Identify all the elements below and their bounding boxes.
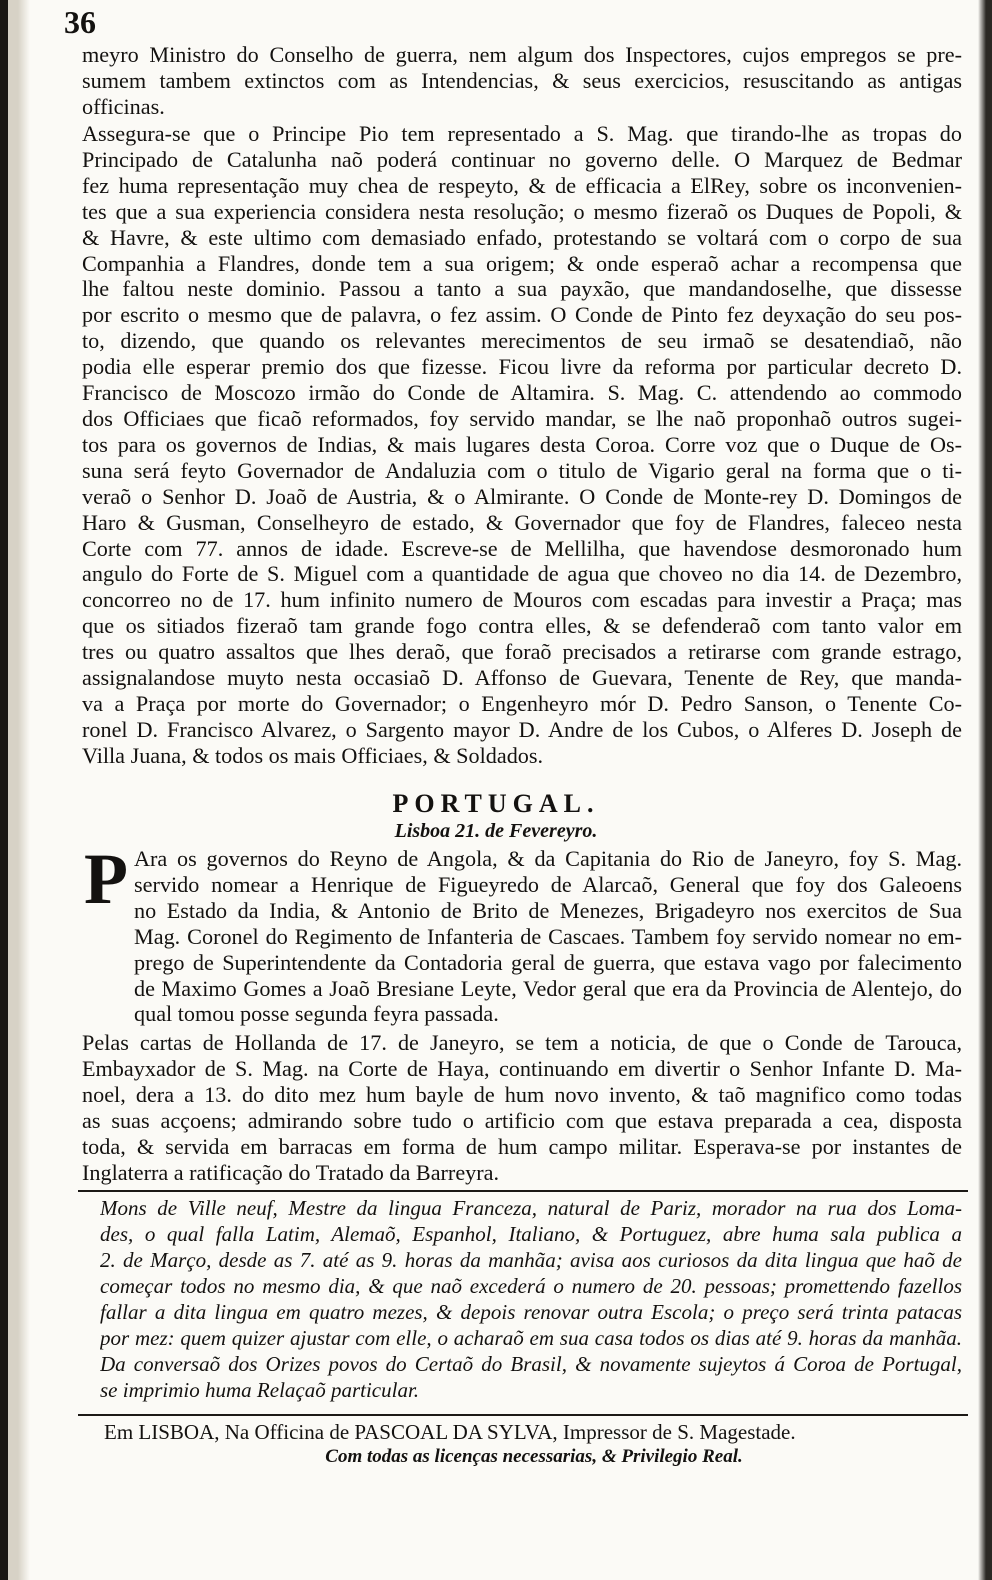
text-line: qual tomou posse segunda feyra passada. (134, 1001, 499, 1027)
text-line: Companhia a Flandres, donde tem a sua origem; & onde esperaõ achar a recompensa que (82, 250, 962, 276)
text-line: tes que a sua experiencia considera nesta resolução; o mesmo fizeraõ os Duques de Popoli, & (82, 198, 962, 224)
text-line: as suas acçoens; admirando sobre tudo o artificio com que estava preparada a cea, disposta (82, 1107, 962, 1133)
text-line: 2. de Março, desde as 7. até as 9. horas da manhãa; avisa aos curiosos da dita lingua que haõ de (100, 1248, 962, 1272)
text-line: fallar a dita lingua em quatro mezes, & depois renovar outra Escola; o preço será trinta patacas (100, 1300, 962, 1324)
text-line: Pelas cartas de Hollanda de 17. de Janeyro, se tem a noticia, de que o Conde de Tarouca, (82, 1030, 962, 1055)
imprint-licences: Com todas as licenças necessarias, & Privilegio Real. (325, 1446, 743, 1467)
text-line: que os sitiados fizeraõ tam grande fogo contra elles, & se defenderaõ com tanto valor em (82, 613, 962, 639)
paragraph-spain-news (82, 121, 962, 769)
paragraph-council (82, 42, 962, 120)
text-line: podia elle esperar premio dos que fizesse. Ficou livre da reforma por particular decreto D. (82, 354, 962, 380)
text-line: des, o qual falla Latim, Alemaõ, Espanhol, Italiano, & Portuguez, abre huma sala publica a (100, 1222, 962, 1246)
paragraph-holland-news (82, 1030, 962, 1185)
text-line: de Maximo Gomes a Joaõ Bresiane Leyte, Vedor geral que era da Provincia de Alentejo, do (134, 975, 962, 1001)
text-line: veraõ o Senhor D. Joaõ de Austria, & o Almirante. O Conde de Monte-rey D. Domingos de (82, 483, 962, 509)
text-line: angulo do Forte de S. Miguel com a quantidade de agua que choveo no dia 14. de Dezembro, (82, 561, 962, 587)
text-line: assignalandose muyto nesta occasiaõ D. Affonso de Guevara, Tenente de Rey, que manda- (82, 665, 962, 691)
text-line: Principado de Catalunha naõ poderá continuar no governo delle. O Marquez de Bedmar (82, 146, 962, 172)
text-line: to, dizendo, que quando os relevantes merecimentos de seu irmaõ se desatendiaõ, não (82, 328, 962, 354)
paragraph-appointments (134, 846, 962, 1027)
divider-rule (78, 1190, 968, 1192)
text-line: Inglaterra a ratificação do Tratado da Barreyra. (82, 1159, 500, 1185)
text-line: tos para os governos de Indias, & mais lugares desta Coroa. Corre voz que o Duque de Os- (82, 431, 962, 457)
section-heading-portugal: PORTUGAL. (392, 789, 600, 818)
text-line: por escrito o mesmo que de palavra, o fez assim. O Conde de Pinto fez deyxação do seu pos- (82, 302, 962, 328)
text-line: se imprimio huma Relaçaõ particular. (100, 1378, 420, 1402)
text-line: Villa Juana, & todos os mais Officiaes, & Soldados. (82, 742, 544, 768)
text-line: Francisco de Moscozo irmão do Conde de Altamira. S. Mag. C. attendendo ao commodo (82, 380, 962, 406)
text-line: no Estado da India, & Antonio de Brito de Menezes, Brigadeyro nos exercitos de Sua (134, 897, 962, 923)
text-line: & Havre, & este ultimo com demasiado enfado, protestando se voltará com o corpo de sua (82, 224, 962, 250)
text-line: fez huma representação muy chea de respeyto, & de efficacia a ElRey, sobre os inconvenien- (82, 172, 962, 198)
text-line: concorreo no de 17. hum infinito numero de Mouros com escadas para investir a Praça; mas (82, 587, 962, 613)
notice-french-teacher (100, 1195, 962, 1403)
text-line: Corte com 77. annos de idade. Escreve-se de Mellilha, que havendose desmoronado hum (82, 535, 962, 561)
page-number: 36 (64, 4, 96, 40)
text-line: suna será feyto Governador de Andaluzia com o titulo de Vigario geral na forma que o ti- (82, 457, 962, 483)
text-line: sumem tambem extinctos com as Intendencias, & seus exercicios, resuscitando as antigas (82, 67, 962, 93)
text-line: tres ou quatro assaltos que lhes deraõ, que foraõ precisados a retirarse com grande estrago, (82, 639, 962, 665)
text-line: Embayxador de S. Mag. na Corte de Haya, continuando em divertir o Senhor Infante D. Ma- (82, 1055, 962, 1081)
drop-cap-letter: P (84, 839, 128, 919)
text-line: Ara os governos do Reyno de Angola, & da Capitania do Rio de Janeyro, foy S. Mag. (134, 846, 962, 871)
dateline-lisboa: Lisboa 21. de Fevereyro. (394, 820, 598, 842)
text-line: começar todos no mesmo dia, & que naõ excederá o numero de 20. pessoas; promettendo fazellos (100, 1274, 962, 1298)
text-line: ronel D. Francisco Alvarez, o Sargento mayor D. Andre de los Cubos, o Alferes D. Joseph de (82, 716, 962, 742)
text-line: lhe faltou neste dominio. Passou a tanto a sua payxão, que mandandoselhe, que dissesse (82, 276, 962, 302)
text-line: meyro Ministro do Conselho de guerra, nem algum dos Inspectores, cujos empregos se pre- (82, 42, 962, 67)
text-line: Assegura-se que o Principe Pio tem representado a S. Mag. que tirando-lhe as tropas do (82, 121, 962, 146)
imprint-line: Em LISBOA, Na Officina de PASCOAL DA SYLVA, Impressor de S. Magestade. (104, 1420, 796, 1444)
text-line: prego de Superintendente da Contadoria geral de guerra, que estava vago por falecimento (134, 949, 962, 975)
text-line: Da conversaõ dos Orizes povos do Certaõ do Brasil, & novamente sujeytos á Coroa de Portugal, (100, 1352, 962, 1376)
text-line: dos Officiaes que ficaõ reformados, foy servido mandar, se lhe naõ proponhaõ outros sugei- (82, 405, 962, 431)
text-line: Mons de Ville neuf, Mestre da lingua Franceza, natural de Pariz, morador na rua dos Loma- (100, 1196, 962, 1220)
text-line: por mez: quem quizer ajustar com elle, o acharaõ em sua casa todos os dias até 9. horas da manhãa. (100, 1326, 962, 1350)
text-line: servido nomear a Henrique de Figueyredo de Alarcaõ, General que foy dos Galeoens (134, 871, 962, 897)
text-line: toda, & servida em barracas em forma de hum campo militar. Esperava-se por instantes de (82, 1133, 962, 1159)
divider-rule-imprint (78, 1414, 968, 1416)
text-line: va a Praça por morte do Governador; o Engenheyro mór D. Pedro Sanson, o Tenente Co- (82, 690, 962, 716)
text-line: Mag. Coronel do Regimento de Infanteria de Cascaes. Tambem foy servido nomear no em- (134, 923, 962, 949)
text-line: officinas. (82, 93, 165, 119)
text-line: noel, dera a 13. do dito mez hum bayle de hum novo invento, & taõ magnifico como todas (82, 1081, 962, 1107)
text-line: Haro & Gusman, Conselheyro de estado, & Governador que foy de Flandres, faleceo nesta (82, 509, 962, 535)
